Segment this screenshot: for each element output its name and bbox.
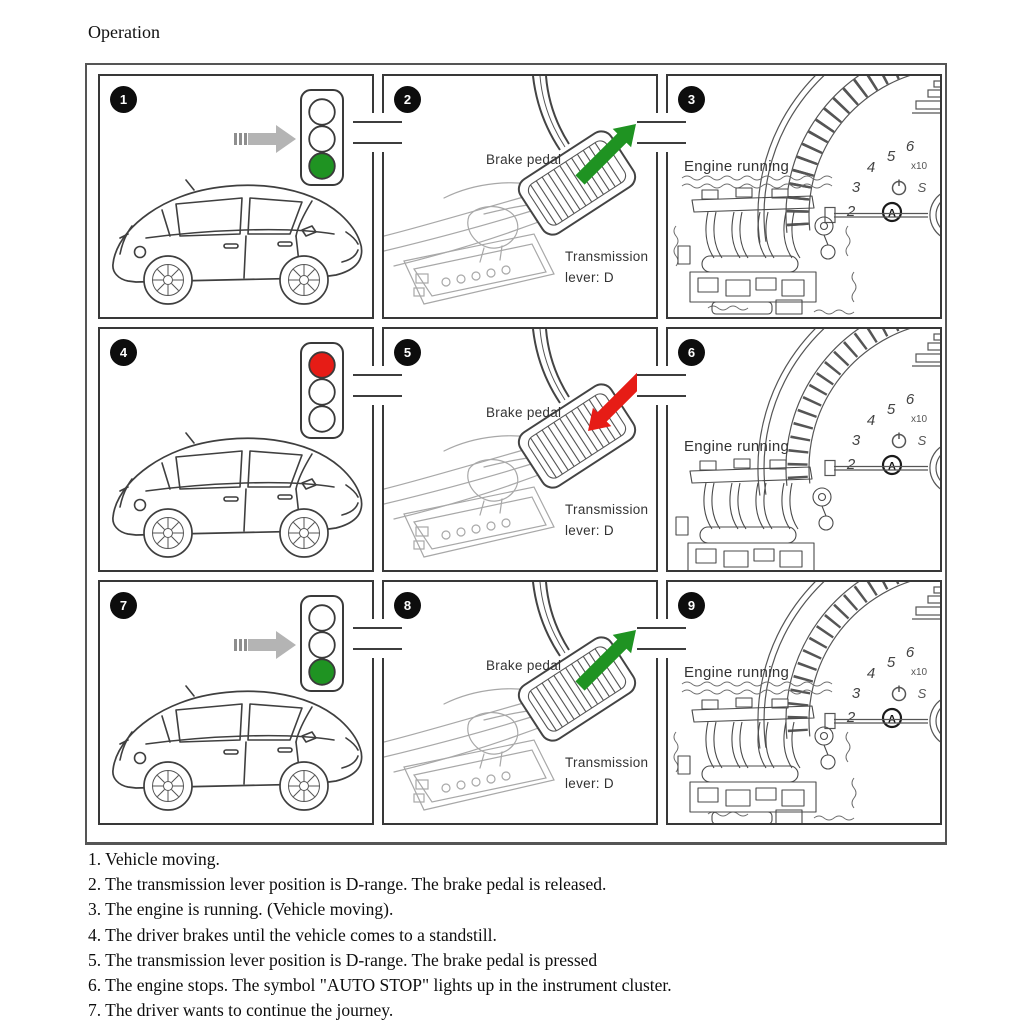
- traffic-light-icon: [301, 343, 343, 438]
- step-item-2: 2. The transmission lever position is D-range. The brake pedal is released.: [88, 874, 607, 895]
- panel-connector: [353, 619, 402, 658]
- traffic-light-icon: [301, 596, 343, 691]
- step-item-4: 4. The driver brakes until the vehicle comes to a standstill.: [88, 924, 497, 945]
- panel-connector-line: [637, 374, 686, 376]
- transmission-label: Transmission lever: D: [565, 755, 649, 791]
- transmission-label: Transmission lever: D: [565, 249, 649, 285]
- step-badge-6: 6: [678, 339, 705, 366]
- car-illustration: [113, 180, 362, 304]
- engine-cluster-illustration: [668, 582, 940, 823]
- svg-text:A: A: [888, 713, 896, 726]
- panel-3: [666, 74, 942, 319]
- gauge-side-glyph: S: [917, 433, 927, 448]
- panel-connector: [637, 113, 686, 152]
- panel-connector-line: [637, 627, 686, 629]
- trip-knob: [912, 334, 940, 366]
- gauge-number: 5: [886, 401, 896, 418]
- svg-text:A: A: [888, 207, 896, 220]
- gray-arrow-icon: [234, 125, 296, 153]
- panel-4: [98, 327, 374, 572]
- panel-connector-line: [637, 648, 686, 650]
- power-icon: [893, 686, 906, 701]
- engine-cluster-illustration: [668, 76, 940, 317]
- brake-pedal-label: Brake pedal: [486, 405, 562, 420]
- auto-stop-icon: [883, 456, 901, 474]
- operation-figure: [85, 63, 947, 845]
- gray-arrow-icon: [234, 631, 296, 659]
- gauge-number: 6: [905, 391, 915, 408]
- step-item-1: 1. Vehicle moving.: [88, 849, 220, 869]
- gauge-needle: [825, 208, 928, 223]
- auto-stop-icon: [883, 203, 901, 221]
- car-illustration: [113, 686, 362, 810]
- trip-knob: [912, 81, 940, 113]
- panel-9: [666, 580, 942, 825]
- panel-connector: [353, 366, 402, 405]
- car-illustration: [113, 433, 362, 557]
- transmission-label: Transmission lever: D: [565, 502, 649, 538]
- gauge-number: 4: [866, 665, 876, 682]
- brake-pedal-label: Brake pedal: [486, 658, 562, 673]
- gauge-needle: [825, 461, 928, 476]
- panel-1: [98, 74, 374, 319]
- step-badge-1: 1: [110, 86, 137, 113]
- step-item-5: 5. The transmission lever position is D-range. The brake pedal is pressed: [88, 949, 598, 970]
- pedal-arm: [533, 329, 569, 403]
- panel-connector-line: [353, 648, 402, 650]
- gauge-number: 6: [905, 644, 915, 661]
- panel-8: [382, 580, 658, 825]
- step-badge-4: 4: [110, 339, 137, 366]
- gauge-side-glyph: S: [917, 180, 927, 195]
- panel-connector-line: [637, 395, 686, 397]
- step-badge-2: 2: [394, 86, 421, 113]
- gauge-number: 5: [886, 148, 896, 165]
- panel-connector-line: [353, 627, 402, 629]
- svg-text:A: A: [888, 460, 896, 473]
- gauge-number: 3: [851, 432, 861, 449]
- gauge-multiplier-label: x10: [910, 161, 928, 172]
- panel-connector-line: [353, 142, 402, 144]
- pedal-arm: [533, 582, 569, 656]
- panel-connector-line: [637, 142, 686, 144]
- power-icon: [893, 180, 906, 195]
- engine-label: Engine running: [684, 664, 790, 681]
- panel-connector: [637, 366, 686, 405]
- engine-label: Engine running: [684, 158, 790, 175]
- auto-stop-icon: [883, 709, 901, 727]
- steps-list: [88, 847, 988, 1023]
- gauge-multiplier-label: x10: [910, 667, 928, 678]
- pedal-arm: [533, 76, 569, 150]
- gauge-number: 6: [905, 138, 915, 155]
- panel-connector-line: [353, 395, 402, 397]
- panel-connector-line: [353, 374, 402, 376]
- gauge-number: 3: [851, 685, 861, 702]
- panel-connector-line: [353, 121, 402, 123]
- panel-7: [98, 580, 374, 825]
- traffic-light-icon: [301, 90, 343, 185]
- step-badge-8: 8: [394, 592, 421, 619]
- gauge-number: 5: [886, 654, 896, 671]
- panel-connector-line: [637, 121, 686, 123]
- step-badge-7: 7: [110, 592, 137, 619]
- step-item-7: 7. The driver wants to continue the journey.: [88, 1000, 394, 1021]
- step-badge-5: 5: [394, 339, 421, 366]
- vehicle-traffic-light-illustration: [100, 582, 372, 823]
- gauge-number: 4: [866, 412, 876, 429]
- power-icon: [893, 433, 906, 448]
- vehicle-traffic-light-illustration: [100, 76, 372, 317]
- step-badge-9: 9: [678, 592, 705, 619]
- gauge-number: 3: [851, 179, 861, 196]
- gauge-number: 2: [846, 709, 856, 726]
- gauge-side-glyph: S: [917, 686, 927, 701]
- page-title: Operation: [88, 22, 160, 42]
- gauge-multiplier-label: x10: [910, 414, 928, 425]
- panel-6: [666, 327, 942, 572]
- panel-connector: [637, 619, 686, 658]
- step-badge-3: 3: [678, 86, 705, 113]
- gauge-number: 2: [846, 456, 856, 473]
- engine-illustration: [678, 698, 835, 823]
- panel-2: [382, 74, 658, 319]
- vehicle-traffic-light-illustration: [100, 329, 372, 570]
- engine-label: Engine running: [684, 438, 790, 455]
- panel-connector: [353, 113, 402, 152]
- step-item-6: 6. The engine stops. The symbol "AUTO STOP" lights up in the instrument cluster.: [88, 975, 672, 996]
- gauge-number: 4: [866, 159, 876, 176]
- brake-pedal-label: Brake pedal: [486, 152, 562, 167]
- tachometer-illustration: [758, 329, 940, 496]
- trip-knob: [912, 587, 940, 619]
- gauge-needle: [825, 714, 928, 729]
- engine-illustration: [678, 188, 835, 314]
- panel-5: [382, 327, 658, 572]
- gauge-number: 2: [846, 203, 856, 220]
- step-item-3: 3. The engine is running. (Vehicle moving).: [88, 899, 394, 920]
